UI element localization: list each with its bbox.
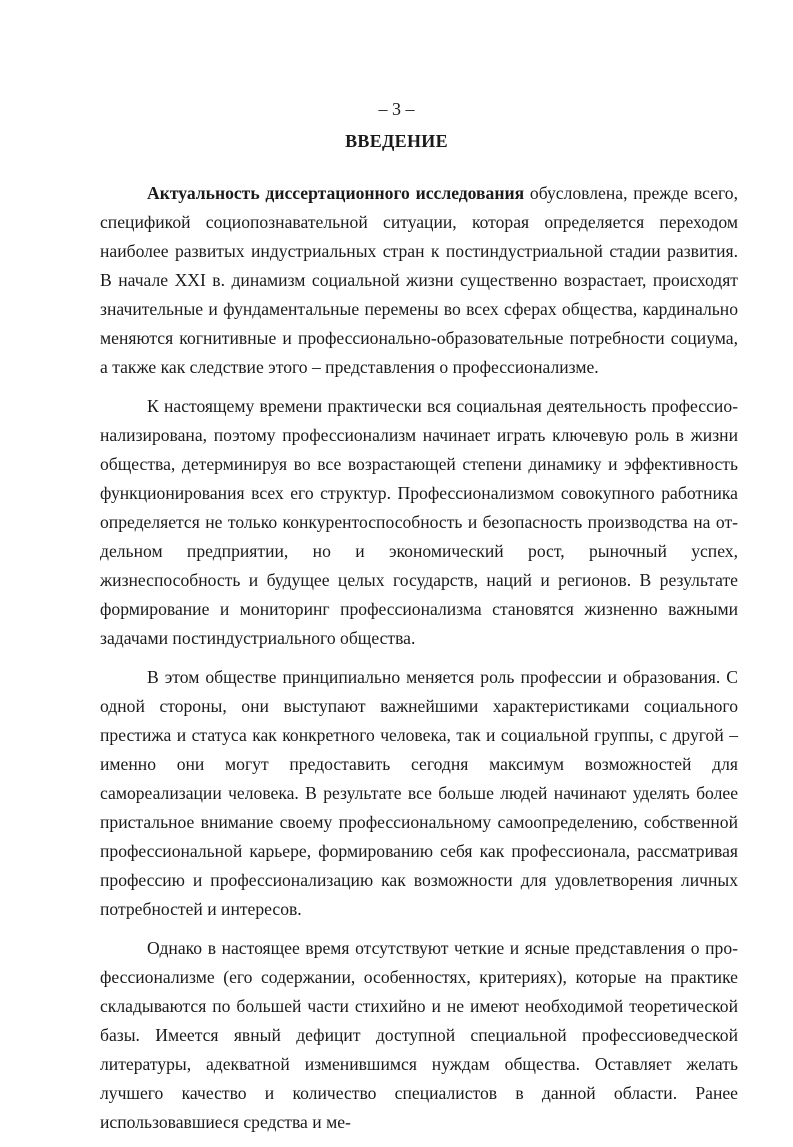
- page-number: – 3 –: [378, 99, 415, 119]
- paragraph-4: Однако в настоящее время отсутствуют четкие и ясные представления о профессионализме (его содержании, особенностях, критериях), которые на практике складываются по большей части стихийно и не имеют необходимой теоретической базы. Имеется явный дефицит доступной специальной профессиоведческой литературы, адекватной изменившимся нуждам общества. Оставляет желать лучшего качество и количество специалистов в данной области. Ранее использовавшиеся средства и ме-: [100, 938, 738, 1132]
- paragraph-1: [100, 179, 738, 382]
- paragraph-3: В этом обществе принципиально меняется роль профессии и образования. С одной стороны, они выступают важнейшими характеристиками социального престижа и статуса как конкретного человека, так и социальной группы, с другой – именно они могут предоставить сегодня максимум возможностей для самореализации человека. В результате все больше людей начинают уделять более пристальное внимание своему профессиональному самоопределению, собственной профессиональной карьере, формированию себя как профессионала, рассматривая профессию и профессионализацию как возможности для удовлетворения личных потребностей и интересов.: [100, 667, 738, 919]
- paragraph-1-lead: Актуальность диссертационного исследования: [147, 183, 525, 203]
- paragraph-2: К настоящему времени практически вся социальная деятельность профессионализирована, поэтому профессионализм начинает играть ключевую роль в жизни общества, детерминируя во все возрастающей степени динамику и эффективность функционирования всех его структур. Профессионализмом совокупного работника определяется не только конкурентоспособность и безопасность производства на отдельном предприятии, но и экономический рост, рыночный успех, жизнеспособность и будущее целых государств, наций и регионов. В результате формирование и мониторинг профессионализма становятся жизненно важными задачами постиндустриального общества.: [100, 396, 738, 648]
- section-heading: ВВЕДЕНИЕ: [345, 131, 448, 151]
- body-text: [100, 179, 738, 1147]
- paragraph-1-text: обусловлена, прежде всего, спецификой социопознавательной ситуации, которая определяется переходом наиболее развитых индустриальных стран к постиндустриальной стадии развития. В начале XXI в. динамизм социальной жизни существенно возрастает, происходят значительные и фундаментальные перемены во всех сферах общества, кардинально меняются когнитивные и профессионально-образовательные потребности социума, а также как следствие этого – представления о профессионализме.: [100, 183, 738, 377]
